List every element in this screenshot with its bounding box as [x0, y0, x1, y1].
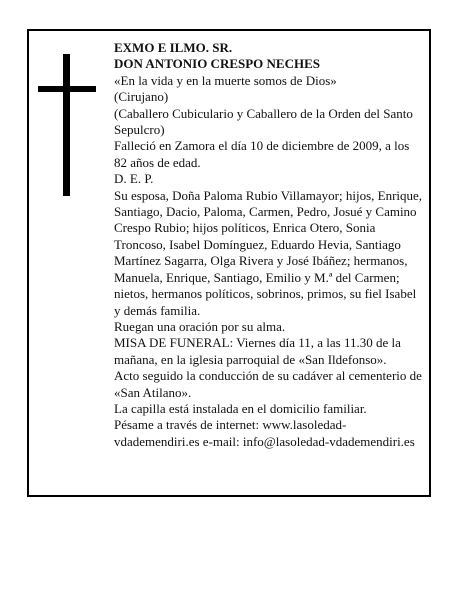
burial-details: Acto seguido la conducción de su cadáver al cementerio de «San Atilano». — [114, 368, 422, 400]
profession: (Cirujano) — [114, 89, 169, 105]
prayer-request: Ruegan una oración por su alma. — [114, 318, 286, 334]
obituary-text — [114, 40, 424, 450]
family-list: Su esposa, Doña Paloma Rubio Villamayor; hijos, Enrique, Santiago, Dacio, Paloma, Carmen, Pedro, Josué y Camino Crespo Rubio; hijos políticos, Enrica Otero, Sonia Troncoso, Isabel Domínguez, Eduardo Hevia, Santiago Martínez Sagarra, Olga Rivera y José Ibáñez; hermanos, Manuela, Enrique, Santiago, Emilio y M.ª del Carmen; nietos, hermanos políticos, sobrinos, primos, su fiel Isabel y demás familia. — [114, 187, 423, 318]
cross-icon — [38, 54, 96, 196]
condolences-contact: Pésame a través de internet: www.lasoledad-vdademendiri.es e-mail: info@lasoledad-vdademendiri.es — [114, 417, 415, 449]
motto: «En la vida y en la muerte somos de Dios» — [114, 72, 337, 88]
funeral-details: MISA DE FUNERAL: Viernes día 11, a las 11.30 de la mañana, en la iglesia parroquial de «San Ildefonso». — [114, 335, 401, 367]
deceased-name: DON ANTONIO CRESPO NECHES — [114, 56, 320, 72]
honorific-title: EXMO E ILMO. SR. — [114, 40, 233, 55]
chapel-info: La capilla está instalada en el domicilio familiar. — [114, 400, 367, 416]
honors: (Caballero Cubiculario y Caballero de la Orden del Santo Sepulcro) — [114, 105, 413, 138]
rip-line: D. E. P. — [114, 171, 154, 187]
death-notice: Falleció en Zamora el día 10 de diciembre de 2009, a los 82 años de edad. — [114, 138, 410, 170]
